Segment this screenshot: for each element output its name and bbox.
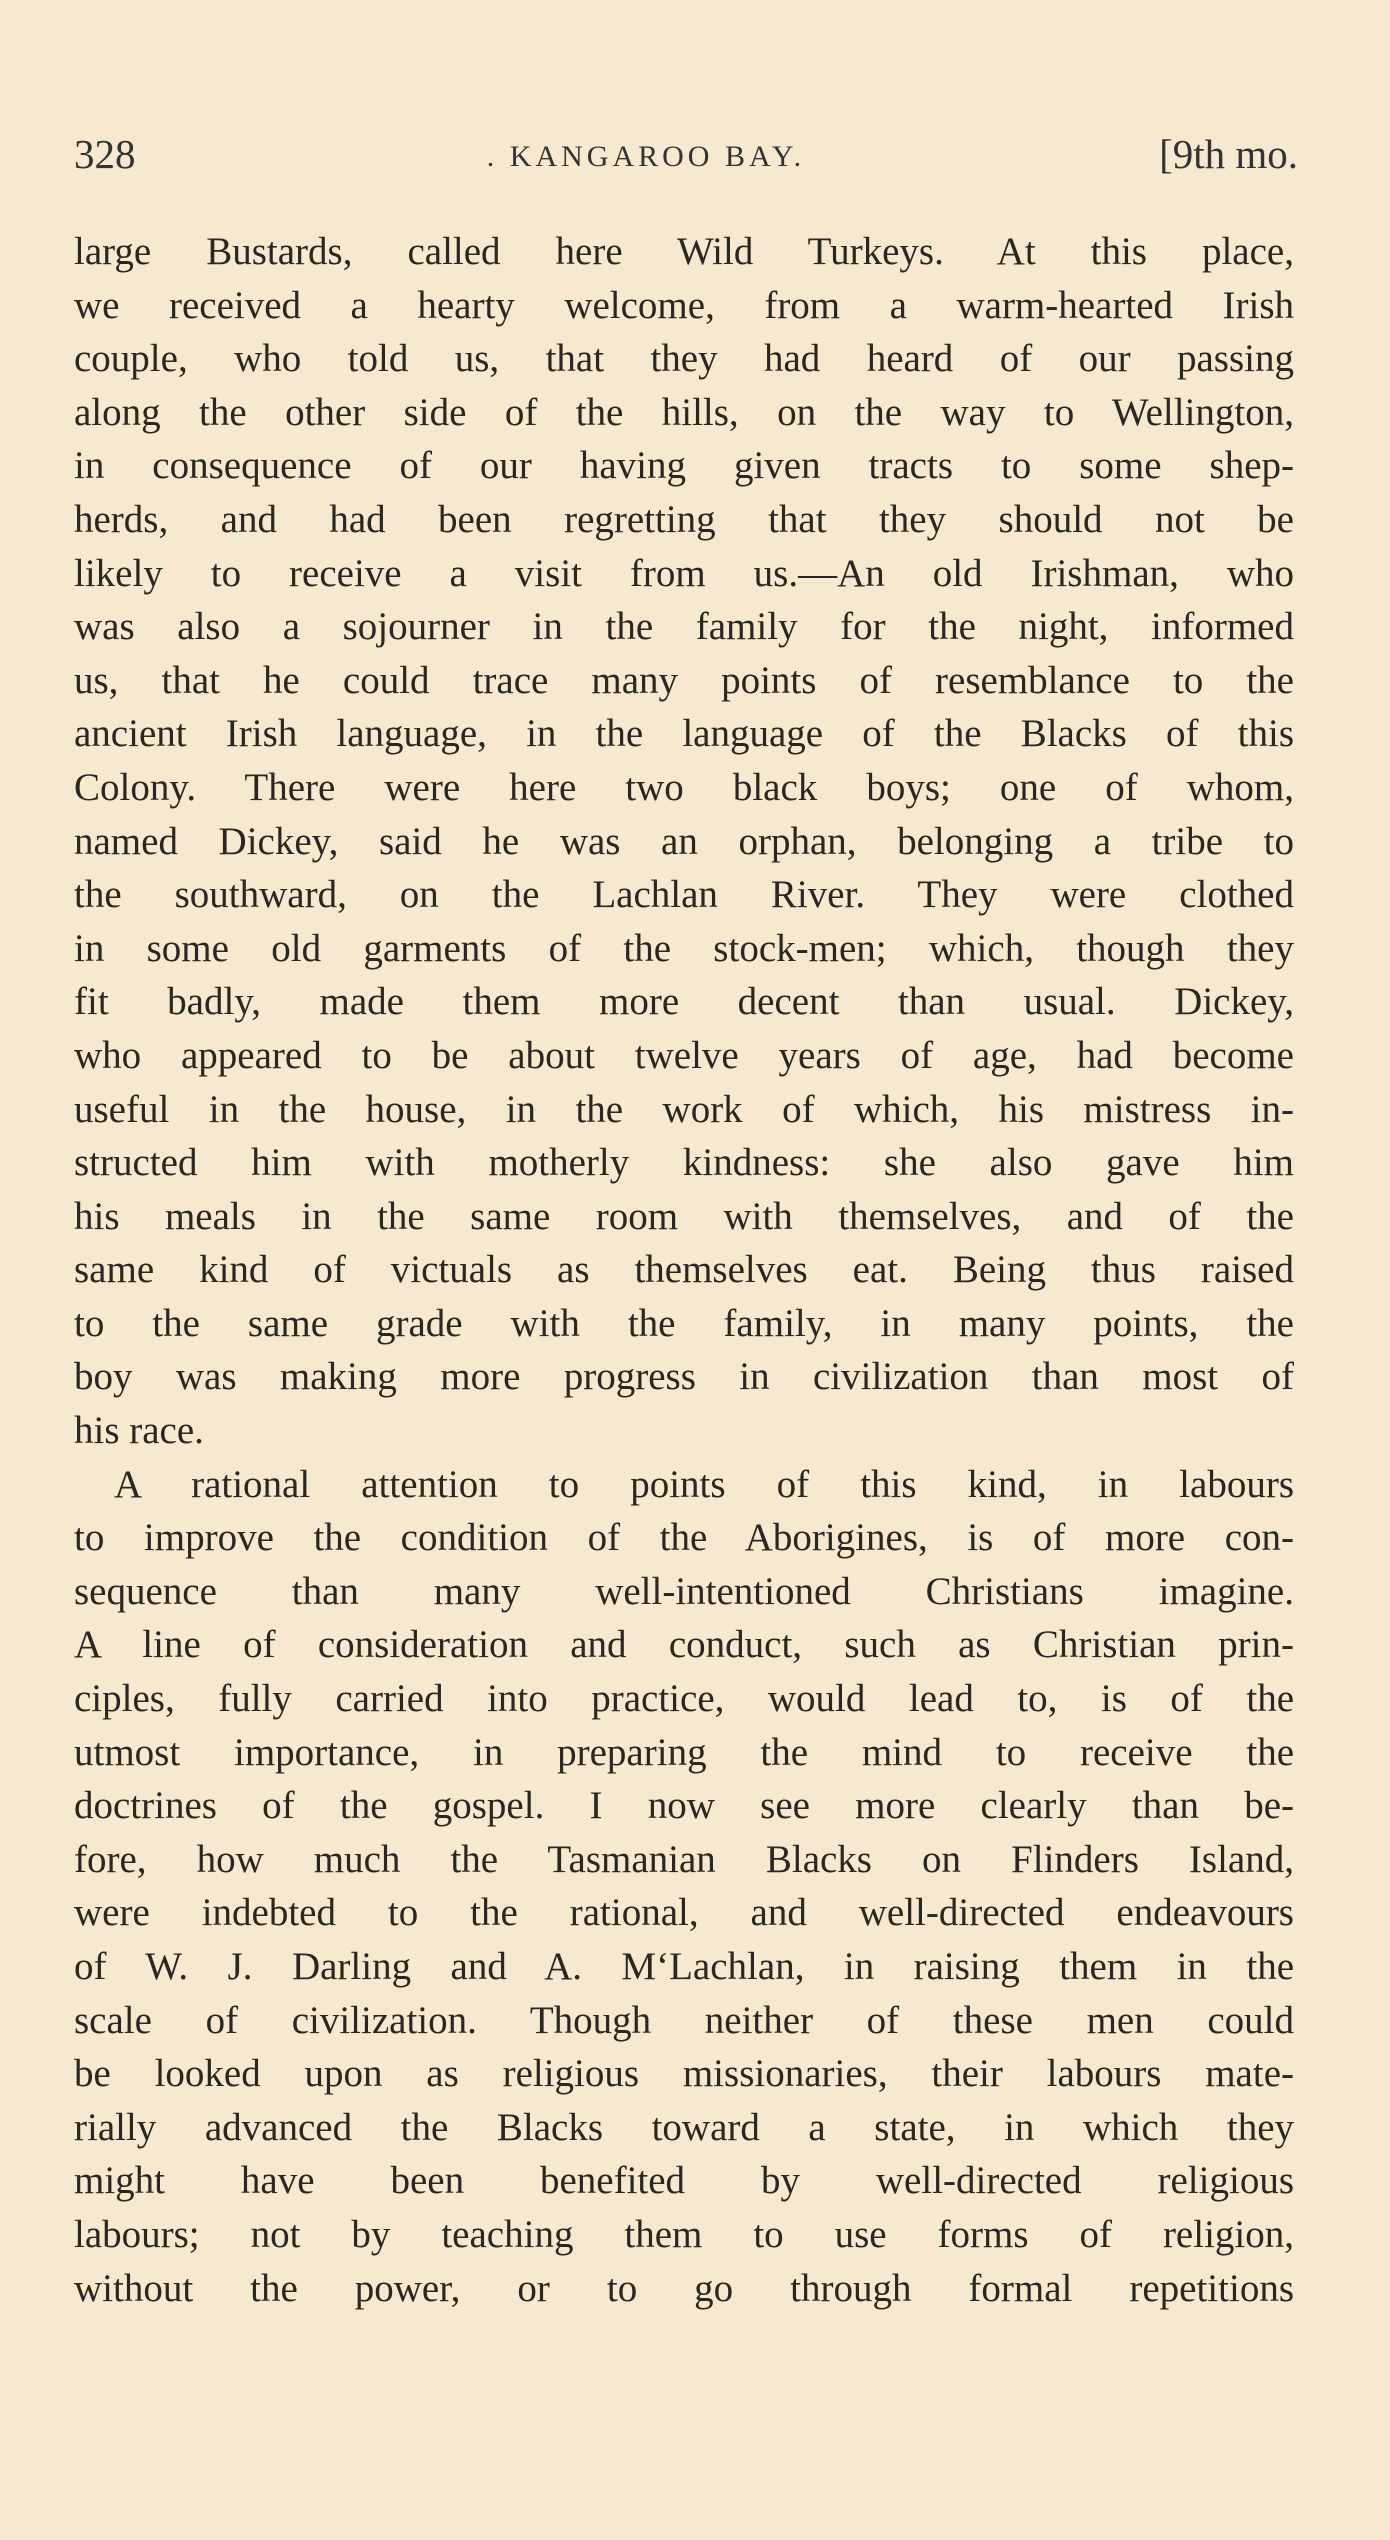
text-line: ciples, fully carried into practice, would lead to, is of the [74, 1677, 1294, 1721]
text-line: Colony. There were here two black boys; one of whom, [74, 765, 1294, 809]
text-line: same kind of victuals as themselves eat. Being thus raised [74, 1248, 1294, 1292]
text-line: structed him with motherly kindness: she also gave him [74, 1141, 1294, 1185]
text-line: the southward, on the Lachlan River. They were clothed [74, 873, 1294, 917]
text-line: who appeared to be about twelve years of age, had become [74, 1033, 1294, 1077]
text-line: his meals in the same room with themselves, and of the [74, 1194, 1294, 1238]
text-line: in some old garments of the stock-men; which, though they [74, 926, 1294, 970]
running-title: . KANGAROO BAY. [486, 140, 806, 173]
text-line: fore, how much the Tasmanian Blacks on Flinders Island, [74, 1837, 1294, 1881]
text-line: of W. J. Darling and A. M‘Lachlan, in raising them in the [74, 1945, 1294, 1988]
text-line: likely to receive a visit from us.—An old Irishman, who [74, 551, 1294, 595]
text-line: doctrines of the gospel. I now see more clearly than be- [74, 1784, 1294, 1828]
text-line: was also a sojourner in the family for the night, informed [74, 605, 1294, 649]
body-text [74, 225, 1294, 2315]
text-line: his race. [74, 1409, 204, 1453]
header-date: [9th mo. [1159, 131, 1298, 177]
text-line: boy was making more progress in civilization than most of [74, 1355, 1294, 1399]
text-line: large Bustards, called here Wild Turkeys. At this place, [74, 230, 1294, 273]
text-line: in consequence of our having given tracts to some shep- [74, 444, 1294, 488]
text-line: scale of civilization. Though neither of these men could [74, 1998, 1294, 2042]
text-line: to the same grade with the family, in many points, the [74, 1301, 1294, 1345]
text-line: A line of consideration and conduct, such as Christian prin- [74, 1623, 1294, 1667]
text-line: might have been benefited by well-directed religious [74, 2159, 1294, 2203]
text-line: us, that he could trace many points of resemblance to the [74, 658, 1294, 702]
text-line: ancient Irish language, in the language of the Blacks of this [74, 712, 1294, 756]
text-line: along the other side of the hills, on the way to Wellington, [74, 390, 1294, 434]
page-number: 328 [74, 131, 136, 177]
text-line: without the power, or to go through formal repetitions [74, 2266, 1294, 2310]
text-line: we received a hearty welcome, from a warm-hearted Irish [74, 283, 1294, 327]
text-line: were indebted to the rational, and well-directed endeavours [74, 1891, 1294, 1935]
paragraph-first-line: A rational attention to points of this kind, in labours [114, 1462, 1294, 1506]
text-line: utmost importance, in preparing the mind to receive the [74, 1730, 1294, 1774]
text-line: labours; not by teaching them to use forms of religion, [74, 2212, 1294, 2256]
text-line: herds, and had been regretting that they should not be [74, 497, 1294, 541]
text-line: to improve the condition of the Aborigines, is of more con- [74, 1516, 1294, 1560]
text-line: rially advanced the Blacks toward a state, in which they [74, 2105, 1294, 2149]
text-line: named Dickey, said he was an orphan, belonging a tribe to [74, 819, 1294, 863]
text-line: couple, who told us, that they had heard of our passing [74, 337, 1294, 381]
text-line: be looked upon as religious missionaries, their labours mate- [74, 2052, 1294, 2096]
text-line: useful in the house, in the work of which, his mistress in- [74, 1087, 1294, 1131]
text-line: fit badly, made them more decent than usual. Dickey, [74, 980, 1294, 1024]
page-header [74, 130, 1298, 190]
text-line: sequence than many well-intentioned Christians imagine. [74, 1569, 1294, 1613]
